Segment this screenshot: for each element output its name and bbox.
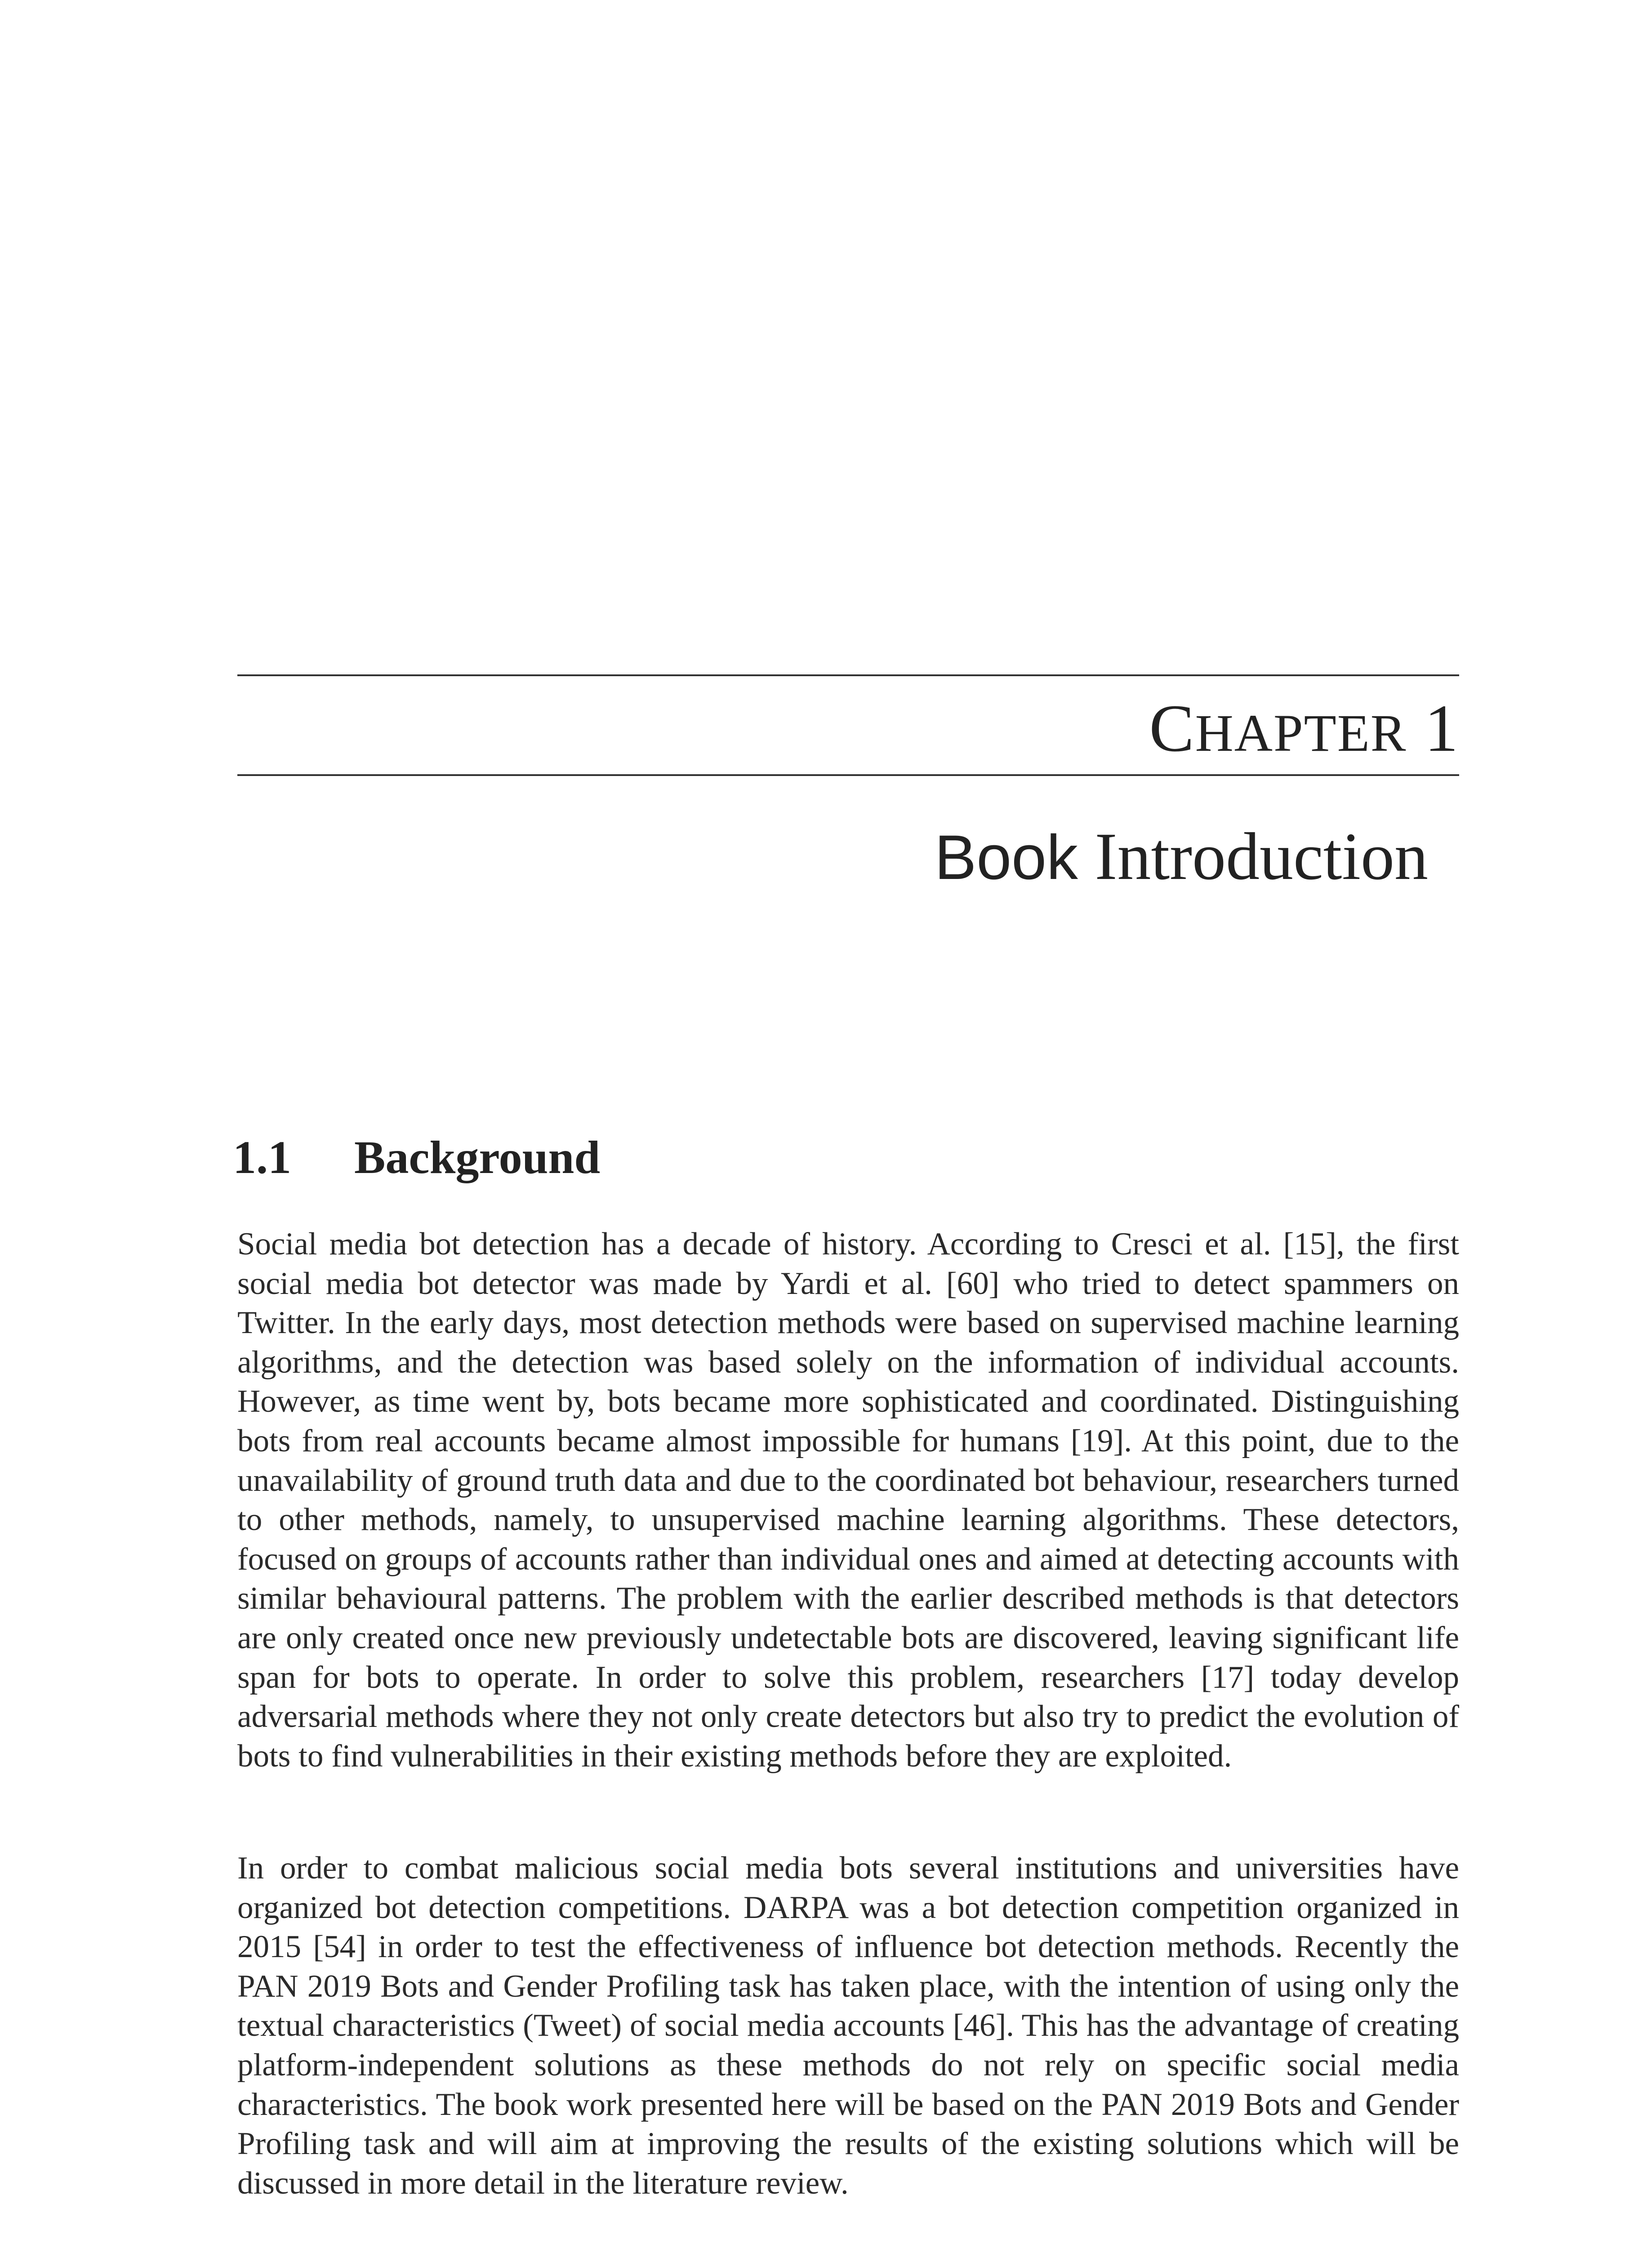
section-title: Background (354, 1132, 601, 1183)
section-heading (233, 1128, 600, 1187)
chapter-rule-top (237, 674, 1459, 676)
chapter-label-rest: HAPTER (1195, 704, 1407, 763)
chapter-label-initial: C (1149, 691, 1195, 766)
chapter-label (1149, 692, 1459, 769)
chapter-title-sans-word: Book (934, 822, 1078, 892)
chapter-title-serif-word: Introduction (1095, 819, 1428, 894)
chapter-number: 1 (1425, 691, 1459, 766)
chapter-title (935, 818, 1428, 896)
body-paragraph-1: Social media bot detection has a decade of history. According to Cresci et al. [15], the first social media bot detector was made by Yardi et al. [60] who tried to detect spammers on Twitter. In the early days, most detection methods were based on supervised machine learning algorithms, and the detection was based solely on the information of individual accounts. However, as time went by, bots became more sophisticated and coordinated. Distinguishing bots from real accounts became almost impossible for humans [19]. At this point, due to the unavailability of ground truth data and due to the coordinated bot behaviour, researchers turned to other methods, namely, to unsupervised machine learning algorithms. These detectors, focused on groups of accounts rather than individual ones and aimed at detecting accounts with similar behavioural patterns. The problem with the earlier described methods is that detectors are only created once new previously undetectable bots are discovered, leaving significant life span for bots to operate. In order to solve this problem, researchers [17] today develop adversarial methods where they not only create detectors but also try to predict the evolution of bots to find vulnerabilities in their existing methods before they are exploited. (237, 1227, 1459, 1774)
chapter-rule-bottom (237, 774, 1459, 776)
body-paragraph-2: In order to combat malicious social media bots several institutions and universities have organized bot detection competitions. DARPA was a bot detection competition organized in 2015 [54] in order to test the effectiveness of influence bot detection methods. Recently the PAN 2019 Bots and Gender Profiling task has taken place, with the intention of using only the textual characteristics (Tweet) of social media accounts [46]. This has the advantage of creating platform-independent solutions as these methods do not rely on specific social media characteristics. The book work presented here will be based on the PAN 2019 Bots and Gender Profiling task and will aim at improving the results of the existing solutions which will be discussed in more detail in the literature review. (237, 1851, 1459, 2201)
section-number: 1.1 (233, 1132, 291, 1183)
